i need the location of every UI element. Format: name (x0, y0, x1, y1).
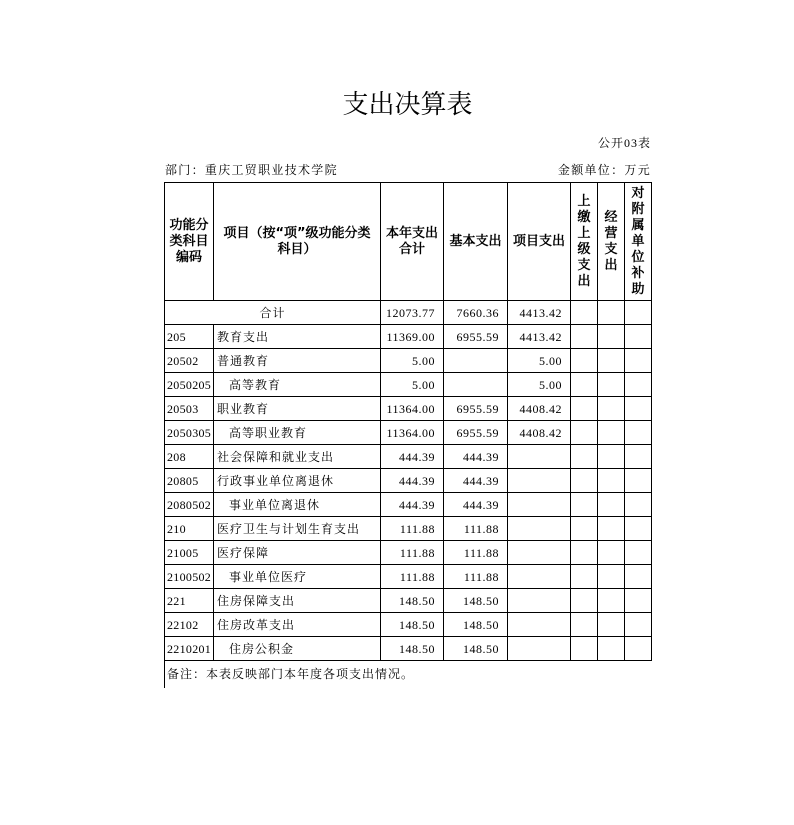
total-label: 合计 (165, 301, 381, 325)
cell-subsidiary (625, 493, 652, 517)
cell-item: 医疗卫生与计划生育支出 (214, 517, 381, 541)
cell-item: 高等教育 (214, 373, 381, 397)
cell-operating (598, 637, 625, 661)
cell-operating (598, 589, 625, 613)
cell-subsidiary (625, 565, 652, 589)
cell-total: 148.50 (381, 589, 444, 613)
cell-code: 20503 (165, 397, 214, 421)
cell-upper (571, 397, 598, 421)
cell-project (508, 541, 571, 565)
cell-code: 2210201 (165, 637, 214, 661)
cell-basic: 111.88 (444, 565, 508, 589)
cell-operating (598, 517, 625, 541)
total-amount: 12073.77 (381, 301, 444, 325)
cell-project (508, 589, 571, 613)
department-label: 部门：重庆工贸职业技术学院 (165, 163, 338, 177)
cell-upper (571, 613, 598, 637)
cell-upper (571, 325, 598, 349)
cell-upper (571, 637, 598, 661)
cell-item: 行政事业单位离退休 (214, 469, 381, 493)
cell-basic (444, 349, 508, 373)
cell-upper (571, 373, 598, 397)
cell-code: 20805 (165, 469, 214, 493)
cell-upper (571, 493, 598, 517)
form-number: 公开03表 (597, 136, 651, 150)
table-row (165, 349, 652, 373)
table-row (165, 541, 652, 565)
cell-item: 住房保障支出 (214, 589, 381, 613)
expenditure-table (164, 182, 652, 661)
cell-basic: 148.50 (444, 637, 508, 661)
cell-operating (598, 565, 625, 589)
header-subsidiary: 对附属单位补助 (625, 183, 652, 301)
header-row (165, 183, 652, 301)
table-row (165, 589, 652, 613)
cell-code: 2050305 (165, 421, 214, 445)
cell-subsidiary (625, 517, 652, 541)
cell-item: 普通教育 (214, 349, 381, 373)
cell-code: 2050205 (165, 373, 214, 397)
cell-total: 148.50 (381, 613, 444, 637)
cell-basic: 111.88 (444, 541, 508, 565)
header-operating: 经营支出 (598, 183, 625, 301)
total-basic: 7660.36 (444, 301, 508, 325)
cell-total: 444.39 (381, 493, 444, 517)
table-row (165, 445, 652, 469)
cell-item: 社会保障和就业支出 (214, 445, 381, 469)
cell-item: 事业单位医疗 (214, 565, 381, 589)
cell-basic: 148.50 (444, 613, 508, 637)
cell-project (508, 637, 571, 661)
cell-code: 2100502 (165, 565, 214, 589)
cell-project (508, 445, 571, 469)
cell-item: 住房改革支出 (214, 613, 381, 637)
cell-operating (598, 421, 625, 445)
cell-operating (598, 541, 625, 565)
total-subsidiary (625, 301, 652, 325)
cell-project (508, 613, 571, 637)
header-basic: 基本支出 (444, 183, 508, 301)
cell-code: 221 (165, 589, 214, 613)
header-total: 本年支出合计 (381, 183, 444, 301)
cell-operating (598, 493, 625, 517)
cell-total: 111.88 (381, 517, 444, 541)
total-row (165, 301, 652, 325)
cell-subsidiary (625, 349, 652, 373)
table-row (165, 325, 652, 349)
cell-code: 2080502 (165, 493, 214, 517)
table-header (165, 183, 652, 301)
cell-subsidiary (625, 613, 652, 637)
header-project: 项目支出 (508, 183, 571, 301)
cell-operating (598, 613, 625, 637)
cell-basic: 6955.59 (444, 397, 508, 421)
header-item: 项目（按“项”级功能分类科目） (214, 183, 381, 301)
cell-basic: 148.50 (444, 589, 508, 613)
table-row (165, 469, 652, 493)
table-row (165, 421, 652, 445)
cell-upper (571, 469, 598, 493)
cell-item: 高等职业教育 (214, 421, 381, 445)
cell-upper (571, 349, 598, 373)
cell-total: 11364.00 (381, 397, 444, 421)
header-upper: 上缴上级支出 (571, 183, 598, 301)
cell-subsidiary (625, 469, 652, 493)
cell-total: 444.39 (381, 445, 444, 469)
cell-total: 111.88 (381, 541, 444, 565)
page-title: 支出决算表 (342, 90, 473, 119)
cell-total: 5.00 (381, 373, 444, 397)
cell-subsidiary (625, 445, 652, 469)
cell-upper (571, 517, 598, 541)
cell-project (508, 493, 571, 517)
table-row (165, 493, 652, 517)
cell-item: 住房公积金 (214, 637, 381, 661)
cell-code: 22102 (165, 613, 214, 637)
cell-item: 职业教育 (214, 397, 381, 421)
cell-total: 444.39 (381, 469, 444, 493)
cell-operating (598, 397, 625, 421)
table-note: 备注：本表反映部门本年度各项支出情况。 (164, 661, 647, 688)
cell-total: 111.88 (381, 565, 444, 589)
cell-basic: 444.39 (444, 493, 508, 517)
cell-operating (598, 349, 625, 373)
cell-project (508, 517, 571, 541)
unit-label: 金额单位：万元 (557, 163, 651, 177)
cell-project: 4408.42 (508, 421, 571, 445)
cell-operating (598, 445, 625, 469)
table-body (165, 301, 652, 661)
header-code: 功能分类科目编码 (165, 183, 214, 301)
cell-basic: 6955.59 (444, 421, 508, 445)
cell-subsidiary (625, 397, 652, 421)
cell-upper (571, 565, 598, 589)
cell-code: 20502 (165, 349, 214, 373)
cell-project (508, 469, 571, 493)
cell-subsidiary (625, 541, 652, 565)
total-upper (571, 301, 598, 325)
cell-project: 5.00 (508, 373, 571, 397)
table-row (165, 373, 652, 397)
cell-project (508, 565, 571, 589)
expenditure-sheet (164, 182, 651, 688)
cell-code: 21005 (165, 541, 214, 565)
table-row (165, 565, 652, 589)
table-row (165, 397, 652, 421)
cell-code: 208 (165, 445, 214, 469)
table-row (165, 517, 652, 541)
cell-total: 11364.00 (381, 421, 444, 445)
cell-project: 4408.42 (508, 397, 571, 421)
cell-operating (598, 325, 625, 349)
cell-subsidiary (625, 373, 652, 397)
cell-upper (571, 421, 598, 445)
table-row (165, 637, 652, 661)
cell-basic: 6955.59 (444, 325, 508, 349)
cell-item: 医疗保障 (214, 541, 381, 565)
cell-upper (571, 589, 598, 613)
cell-basic: 444.39 (444, 445, 508, 469)
cell-total: 11369.00 (381, 325, 444, 349)
cell-total: 5.00 (381, 349, 444, 373)
total-operating (598, 301, 625, 325)
cell-upper (571, 445, 598, 469)
cell-code: 210 (165, 517, 214, 541)
cell-basic: 444.39 (444, 469, 508, 493)
cell-item: 事业单位离退休 (214, 493, 381, 517)
cell-total: 148.50 (381, 637, 444, 661)
cell-subsidiary (625, 325, 652, 349)
cell-basic (444, 373, 508, 397)
cell-basic: 111.88 (444, 517, 508, 541)
total-project: 4413.42 (508, 301, 571, 325)
cell-subsidiary (625, 421, 652, 445)
cell-code: 205 (165, 325, 214, 349)
cell-subsidiary (625, 637, 652, 661)
cell-subsidiary (625, 589, 652, 613)
cell-operating (598, 469, 625, 493)
cell-project: 5.00 (508, 349, 571, 373)
cell-item: 教育支出 (214, 325, 381, 349)
cell-upper (571, 541, 598, 565)
table-row (165, 613, 652, 637)
cell-project: 4413.42 (508, 325, 571, 349)
cell-operating (598, 373, 625, 397)
